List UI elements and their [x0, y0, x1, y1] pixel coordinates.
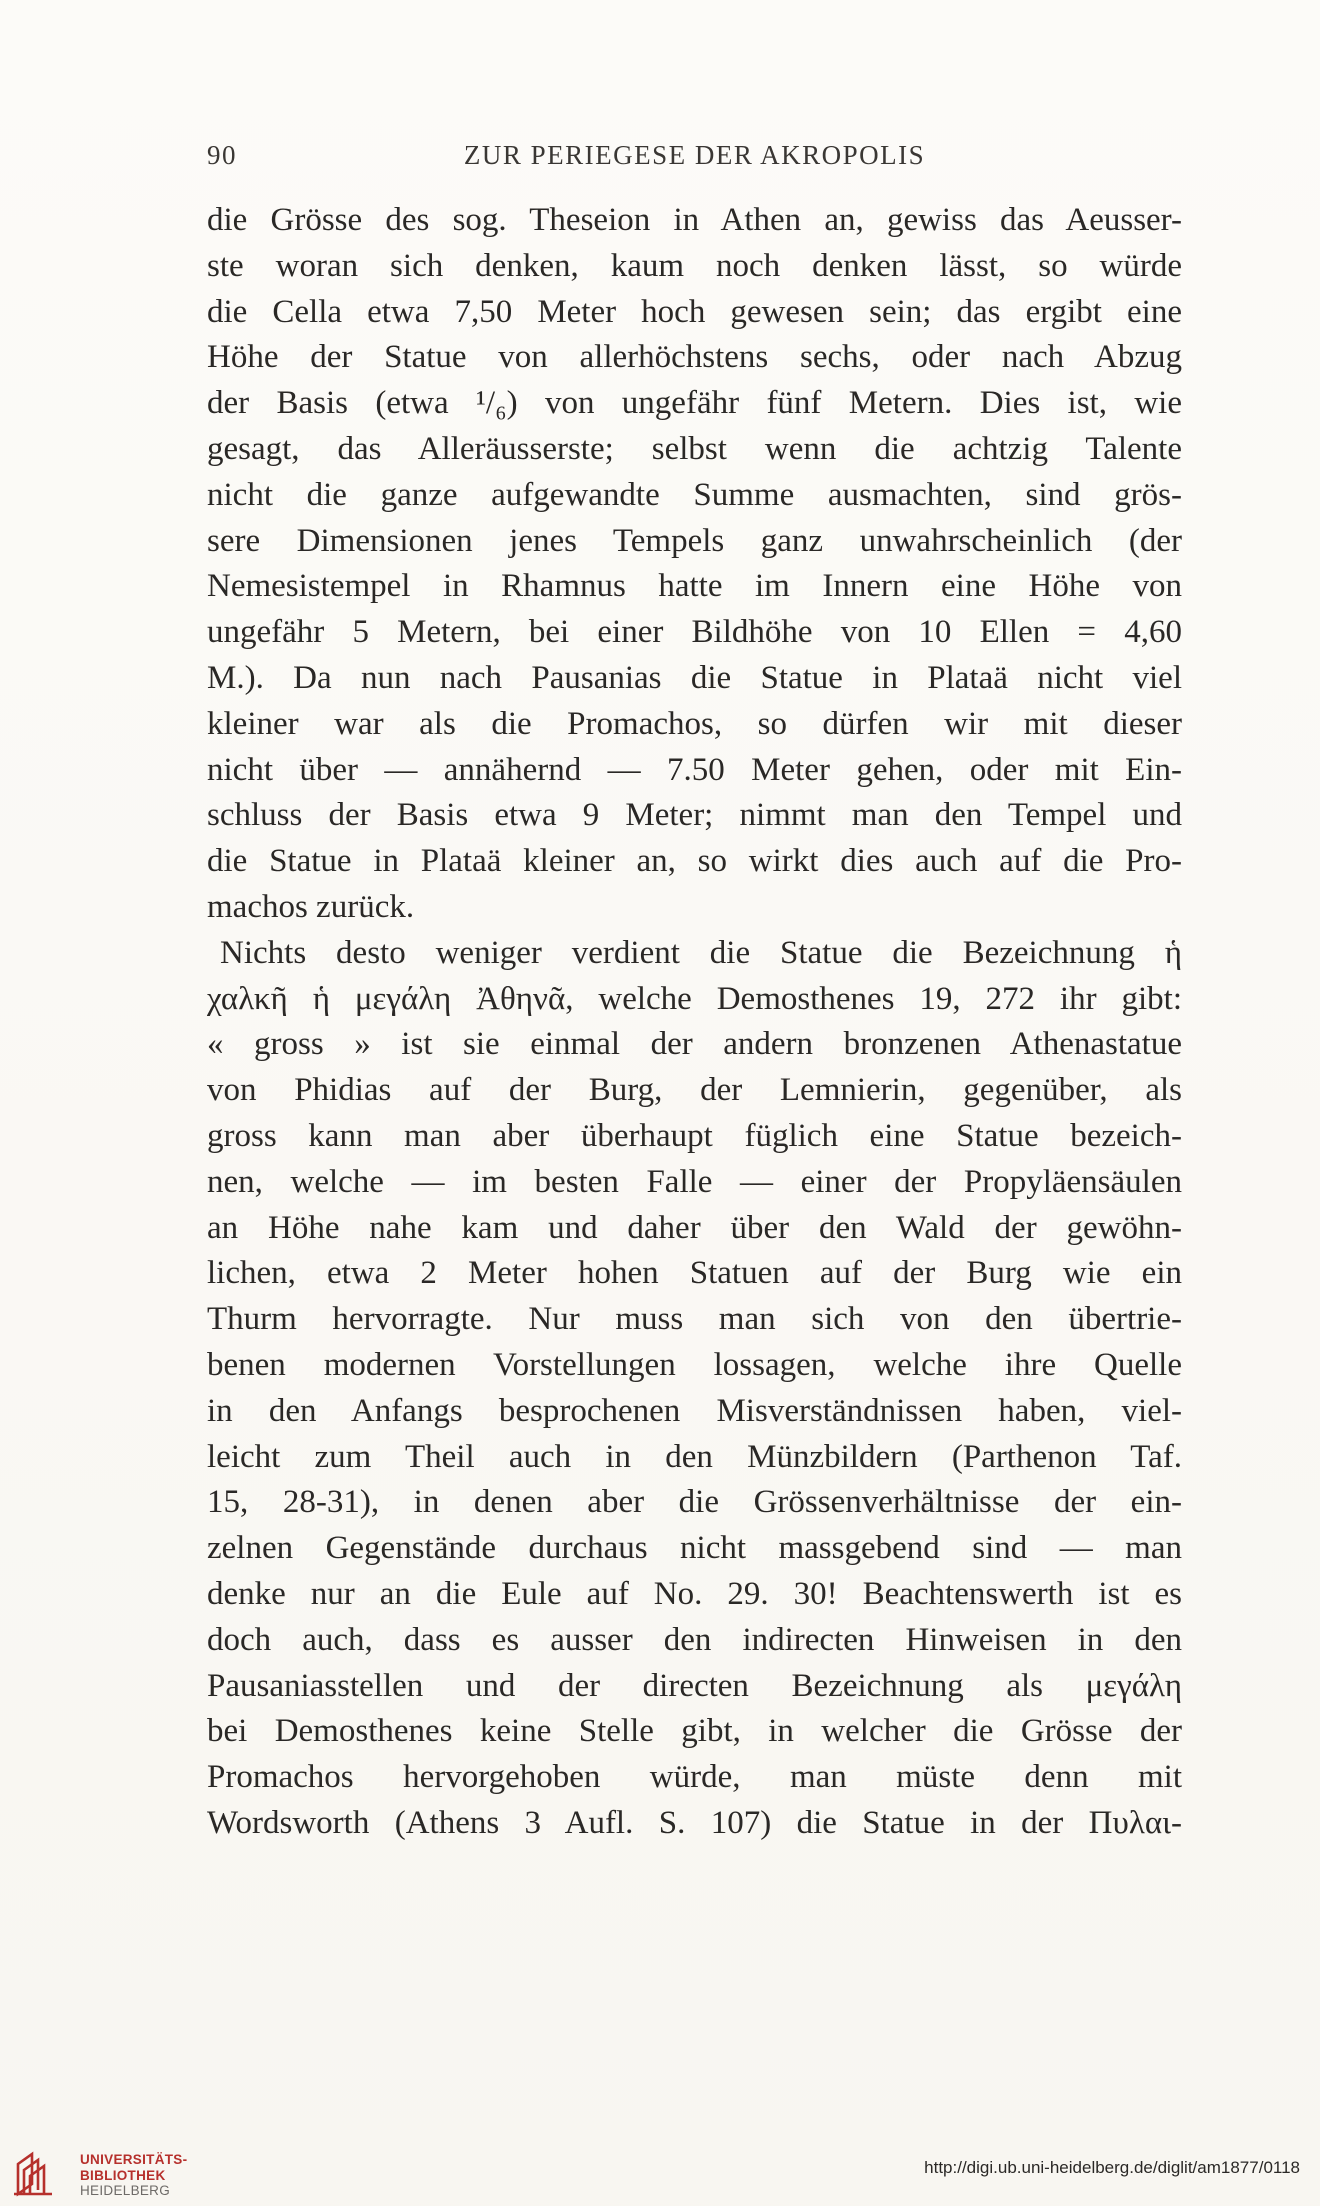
text-line: die Statue in Plataä kleiner an, so wirkt dies auch auf die Pro- [207, 843, 1182, 880]
text-line: der Basis (etwa ¹/₆) von ungefähr fünf Metern. Dies ist, wie [207, 385, 1182, 422]
text-line: an Höhe nahe kam und daher über den Wald der gewöhn- [207, 1209, 1182, 1246]
text-line: 15, 28-31), in denen aber die Grössenverhältnisse der ein- [207, 1484, 1182, 1521]
text-line: benen modernen Vorstellungen lossagen, welche ihre Quelle [207, 1346, 1182, 1383]
text-line: ste woran sich denken, kaum noch denken lässt, so würde [207, 247, 1182, 284]
text-line: kleiner war als die Promachos, so dürfen wir mit dieser [207, 705, 1182, 742]
text-line: Nichts desto weniger verdient die Statue die Bezeichnung ἡ [220, 934, 1182, 971]
text-line: ungefähr 5 Metern, bei einer Bildhöhe von 10 Ellen = 4,60 [207, 614, 1182, 651]
source-url-link[interactable]: http://digi.ub.uni-heidelberg.de/diglit/am1877/0118 [924, 2158, 1300, 2177]
text-line: Pausaniasstellen und der directen Bezeichnung als μεγάλη [207, 1667, 1182, 1704]
text-line: bei Demosthenes keine Stelle gibt, in welcher die Grösse der [207, 1713, 1182, 1750]
library-name-line: UNIVERSITÄTS- [80, 2152, 188, 2167]
running-title: ZUR PERIEGESE DER AKROPOLIS [463, 140, 926, 170]
text-line: leicht zum Theil auch in den Münzbildern (Parthenon Taf. [207, 1438, 1182, 1475]
text-line: Nemesistempel in Rhamnus hatte im Innern eine Höhe von [207, 568, 1182, 605]
text-line: Höhe der Statue von allerhöchstens sechs, oder nach Abzug [207, 339, 1182, 376]
text-line: zelnen Gegenstände durchaus nicht massgebend sind — man [207, 1530, 1182, 1567]
library-logo-icon [12, 2150, 70, 2198]
library-name-line: HEIDELBERG [80, 2183, 171, 2198]
text-line: sere Dimensionen jenes Tempels ganz unwahrscheinlich (der [207, 522, 1182, 559]
page-header [207, 140, 1182, 180]
text-line: χαλκῆ ἡ μεγάλη Ἀθηνᾶ, welche Demosthenes 19, 272 ihr gibt: [207, 980, 1182, 1017]
text-line: nen, welche — im besten Falle — einer der Propyläensäulen [207, 1163, 1182, 1200]
text-line: gross kann man aber überhaupt füglich eine Statue bezeich- [207, 1117, 1182, 1154]
text-line: Thurm hervorragte. Nur muss man sich von den übertrie- [207, 1301, 1182, 1338]
text-line: « gross » ist sie einmal der andern bronzenen Athenastatue [207, 1026, 1182, 1063]
text-line: gesagt, das Alleräusserste; selbst wenn die achtzig Talente [207, 430, 1182, 467]
text-line: die Cella etwa 7,50 Meter hoch gewesen sein; das ergibt eine [207, 293, 1182, 330]
text-line: in den Anfangs besprochenen Misverständnissen haben, viel- [207, 1392, 1182, 1429]
body-text [207, 198, 1182, 1847]
library-name [80, 2152, 187, 2199]
text-line: M.). Da nun nach Pausanias die Statue in Plataä nicht viel [207, 659, 1182, 696]
page-footer [0, 2138, 1320, 2206]
page-number: 90 [207, 140, 237, 170]
text-line: nicht die ganze aufgewandte Summe ausmachten, sind grös- [207, 476, 1182, 513]
text-line: Promachos hervorgehoben würde, man müste denn mit [207, 1759, 1182, 1796]
text-line: lichen, etwa 2 Meter hohen Statuen auf der Burg wie ein [207, 1255, 1182, 1292]
text-line: doch auch, dass es ausser den indirecten Hinweisen in den [207, 1621, 1182, 1658]
text-line: Wordsworth (Athens 3 Aufl. S. 107) die Statue in der Πυλαι- [207, 1804, 1182, 1841]
text-line: die Grösse des sog. Theseion in Athen an, gewiss das Aeusser- [207, 202, 1182, 238]
library-name-line: BIBLIOTHEK [80, 2167, 166, 2183]
text-line: nicht über — annähernd — 7.50 Meter gehen, oder mit Ein- [207, 751, 1182, 788]
text-line: von Phidias auf der Burg, der Lemnierin, gegenüber, als [207, 1072, 1182, 1109]
text-line: denke nur an die Eule auf No. 29. 30! Beachtenswerth ist es [207, 1575, 1182, 1612]
text-line: schluss der Basis etwa 9 Meter; nimmt man den Tempel und [207, 797, 1182, 834]
text-line: machos zurück. [207, 888, 415, 925]
